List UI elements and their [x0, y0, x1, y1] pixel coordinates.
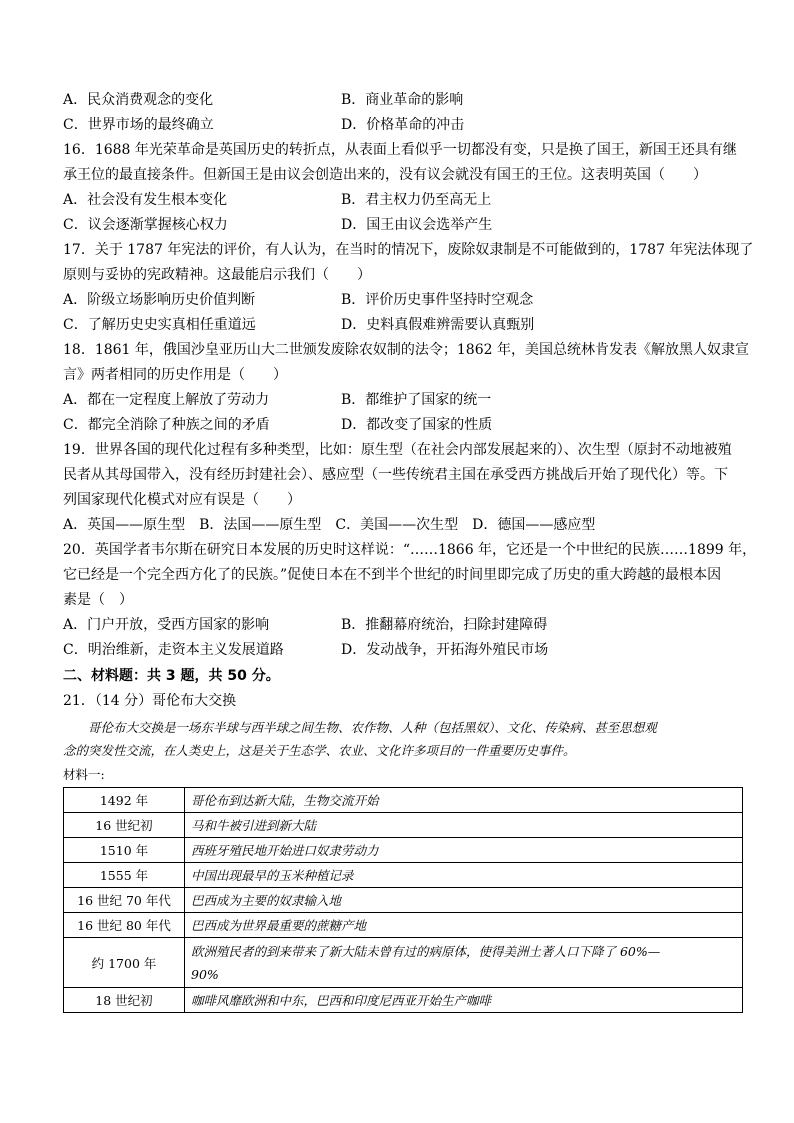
table-cell-event-line2: 90% [191, 966, 219, 982]
table-cell-event [185, 938, 743, 988]
table-cell-event: 巴西成为世界最重要的蔗糖产地 [185, 913, 743, 938]
q20-stem-line3: 素是（ ） [63, 592, 133, 608]
q21-material-label: 材料一: [63, 767, 105, 782]
table-cell-time: 16 世纪 70 年代 [64, 888, 185, 913]
q21-intro-line2: 念的突发性交流，在人类史上，这是关于生态学、农业、文化许多项目的一件重要历史事件。 [63, 743, 576, 758]
q16-option-b[interactable]: B．君主权力仍至高无上 [341, 192, 492, 208]
table-cell-time: 18 世纪初 [64, 988, 185, 1013]
q17-option-b[interactable]: B．评价历史事件坚持时空观念 [341, 292, 534, 308]
q16-option-a[interactable]: A．社会没有发生根本变化 [63, 192, 228, 208]
q20-option-c[interactable]: C．明治维新，走资本主义发展道路 [63, 642, 284, 658]
q18-option-a[interactable]: A．都在一定程度上解放了劳动力 [63, 392, 270, 408]
q21-title: 21．（14 分）哥伦布大交换 [63, 693, 237, 709]
q21-intro-line1: 哥伦布大交换是一场东半球与西半球之间生物、农作物、人种（包括黑奴）、文化、传染病、甚至思想观 [88, 720, 657, 735]
table-cell-time: 1555 年 [64, 863, 185, 888]
q19-stem-line2: 民者从其母国带入，没有经历封建社会）、感应型（一些传统君主国在承受西方挑战后开始了现代化）等。下 [63, 467, 728, 483]
q20-stem-line2: 它已经是一个完全西方化了的民族。”促使日本在不到半个世纪的时间里即完成了历史的重大跨越的最根本因 [63, 567, 722, 583]
q16-stem-line1: 16．1688 年光荣革命是英国历史的转折点，从表面上看似乎一切都没有变，只是换了国王，新国王还具有继 [63, 142, 737, 158]
q20-stem-line1: 20．英国学者韦尔斯在研究日本发展的历史时这样说：“……1866 年，它还是一个中世纪的民族……1899 年， [63, 542, 757, 558]
table-cell-time: 1492 年 [64, 788, 185, 813]
table-cell-event: 咖啡风靡欧洲和中东，巴西和印度尼西亚开始生产咖啡 [185, 988, 743, 1013]
q19-stem-line3: 列国家现代化模式对应有误是（ ） [63, 492, 301, 508]
q16-options-row1 [63, 188, 743, 213]
q18-stem-line1: 18．1861 年，俄国沙皇亚历山大二世颁发废除农奴制的法令；1862 年，美国总统林肯发表《解放黑人奴隶宣 [63, 342, 749, 358]
q19-option-c[interactable]: C．美国——次生型 [335, 517, 459, 533]
table-row [64, 863, 743, 888]
q20-options-row1 [63, 613, 743, 638]
q17-options-row2 [63, 313, 743, 338]
section2-title: 二、材料题：共 3 题，共 50 分。 [63, 668, 280, 684]
q19-option-a[interactable]: A．英国——原生型 [63, 517, 186, 533]
table-row [64, 988, 743, 1013]
table-cell-time: 约 1700 年 [64, 938, 185, 988]
table-row [64, 788, 743, 813]
q18-option-c[interactable]: C．都完全消除了种族之间的矛盾 [63, 417, 270, 433]
table-cell-event-line1: 欧洲殖民者的到来带来了新大陆未曾有过的病原体，使得美洲土著人口下降了 60%— [191, 943, 661, 959]
q16-options-row2 [63, 213, 743, 238]
q15-option-b[interactable]: B．商业革命的影响 [341, 92, 464, 108]
q17-options-row1 [63, 288, 743, 313]
q17-option-d[interactable]: D．史料真假难辨需要认真甄别 [341, 317, 535, 333]
table-row [64, 913, 743, 938]
table-cell-event: 中国出现最早的玉米种植记录 [185, 863, 743, 888]
table-cell-event: 西班牙殖民地开始进口奴隶劳动力 [185, 838, 743, 863]
q20-option-d[interactable]: D．发动战争，开拓海外殖民市场 [341, 642, 549, 658]
q17-option-c[interactable]: C．了解历史史实真相任重道远 [63, 317, 256, 333]
q17-stem-line1: 17．关于 1787 年宪法的评价，有人认为，在当时的情况下，废除奴隶制是不可能做到的，1787 年宪法体现了 [63, 242, 754, 258]
q20-option-b[interactable]: B．推翻幕府统治，扫除封建障碍 [341, 617, 548, 633]
q20-option-a[interactable]: A．门户开放，受西方国家的影响 [63, 617, 270, 633]
q16-stem-line2: 承王位的最直接条件。但新国王是由议会创造出来的，没有议会就没有国王的王位。这表明英国（ ） [63, 167, 707, 183]
q18-stem-line2: 言》两者相同的历史作用是（ ） [63, 367, 287, 383]
q19-options-row [63, 513, 743, 538]
table-cell-event: 哥伦布到达新大陆，生物交流开始 [185, 788, 743, 813]
q16-option-c[interactable]: C．议会逐渐掌握核心权力 [63, 217, 228, 233]
q15-options-row2 [63, 113, 743, 138]
q15-option-d[interactable]: D．价格革命的冲击 [341, 117, 465, 133]
q19-option-b[interactable]: B．法国——原生型 [199, 517, 322, 533]
q21-timeline-table [63, 787, 743, 1013]
q17-option-a[interactable]: A．阶级立场影响历史价值判断 [63, 292, 256, 308]
table-cell-event: 巴西成为主要的奴隶输入地 [185, 888, 743, 913]
table-row [64, 938, 743, 988]
table-cell-time: 16 世纪 80 年代 [64, 913, 185, 938]
exam-page [63, 88, 757, 1013]
q18-option-d[interactable]: D．都改变了国家的性质 [341, 417, 493, 433]
q18-option-b[interactable]: B．都维护了国家的统一 [341, 392, 492, 408]
q20-options-row2 [63, 638, 743, 663]
q15-option-c[interactable]: C．世界市场的最终确立 [63, 117, 214, 133]
q17-stem-line2: 原则与妥协的宪政精神。这最能启示我们（ ） [63, 267, 371, 283]
q19-option-d[interactable]: D．德国——感应型 [472, 517, 596, 533]
q18-options-row1 [63, 388, 743, 413]
table-row [64, 838, 743, 863]
q18-options-row2 [63, 413, 743, 438]
table-cell-event: 马和牛被引进到新大陆 [185, 813, 743, 838]
table-row [64, 888, 743, 913]
q15-option-a[interactable]: A．民众消费观念的变化 [63, 92, 214, 108]
q15-options-row1 [63, 88, 743, 113]
q21-intro [63, 716, 743, 762]
q16-option-d[interactable]: D．国王由议会选举产生 [341, 217, 493, 233]
q19-stem-line1: 19．世界各国的现代化过程有多种类型，比如：原生型（在社会内部发展起来的）、次生型（原封不动地被殖 [63, 442, 732, 458]
table-row [64, 813, 743, 838]
table-cell-time: 16 世纪初 [64, 813, 185, 838]
table-cell-time: 1510 年 [64, 838, 185, 863]
